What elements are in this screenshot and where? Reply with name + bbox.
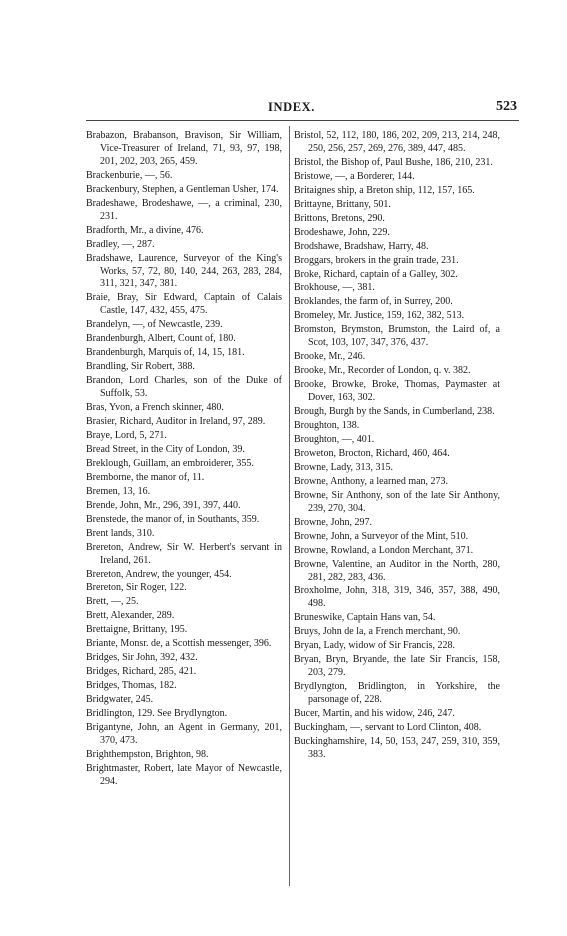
running-title: INDEX. (268, 100, 316, 114)
index-entry: Brent lands, 310. (86, 527, 155, 539)
index-entry: Browne, Sir Anthony, son of the late Sir Anthony, 239, 270, 304. (294, 489, 500, 514)
index-entry: Brigantyne, John, an Agent in Germany, 201, 370, 473. (86, 721, 282, 746)
index-entry: Broke, Richard, captain of a Galley, 302. (294, 268, 458, 280)
index-entry: Bucer, Martin, and his widow, 246, 247. (294, 708, 455, 720)
page-number: 523 (496, 99, 517, 114)
index-entry: Bradforth, Mr., a divine, 476. (86, 224, 204, 236)
index-entry: Brighthempston, Brighton, 98. (86, 748, 209, 760)
index-entry: Brandenburgh, Albert, Count of, 180. (86, 333, 236, 345)
right-column (294, 130, 500, 763)
index-entry: Browne, John, 297. (294, 516, 373, 528)
index-entry: Brough, Burgh by the Sands, in Cumberland, 238. (294, 406, 495, 418)
index-entry: Browne, Anthony, a learned man, 273. (294, 475, 449, 487)
index-entry: Bryan, Lady, widow of Sir Francis, 228. (294, 640, 455, 652)
index-entry: Bread Street, in the City of London, 39. (86, 443, 245, 455)
index-entry: Brandelyn, —, of Newcastle, 239. (86, 319, 223, 331)
index-entry: Bryan, Bryn, Bryande, the late Sir Francis, 158, 203, 279. (294, 654, 500, 679)
index-entry: Broxholme, John, 318, 319, 346, 357, 388, 490, 498. (294, 585, 500, 610)
index-entry: Brodeshawe, John, 229. (294, 226, 390, 238)
index-entry: Britaignes ship, a Breton ship, 112, 157, 165. (294, 184, 475, 196)
index-entry: Brende, John, Mr., 296, 391, 397, 440. (86, 499, 241, 511)
index-entry: Browne, Rowland, a London Merchant, 371. (294, 544, 474, 556)
index-entry: Brooke, Browke, Broke, Thomas, Paymaster at Dover, 163, 302. (294, 379, 500, 404)
index-entry: Brabazon, Brabanson, Bravison, Sir William, Vice-Treasurer of Ireland, 71, 93, 97, 198, 201, 202, 203, 265, 459. (86, 130, 282, 167)
index-entry: Broughton, 138. (294, 420, 360, 432)
index-entry: Brereton, Sir Roger, 122. (86, 582, 187, 594)
index-entry: Brooke, Mr., 246. (294, 351, 366, 363)
index-entry: Brittayne, Brittany, 501. (294, 198, 391, 210)
index-entry: Braye, Lord, 5, 271. (86, 429, 167, 441)
index-entry: Brackenburie, —, 56. (86, 169, 173, 181)
index-entry: Brereton, Andrew, Sir W. Herbert's servant in Ireland, 261. (86, 541, 282, 566)
index-entry: Broklandes, the farm of, in Surrey, 200. (294, 296, 453, 308)
index-entry: Briante, Monsr. de, a Scottish messenger, 396. (86, 638, 272, 650)
index-entry: Bridges, Thomas, 182. (86, 680, 177, 692)
index-entry: Browne, Valentine, an Auditor in the North, 280, 281, 282, 283, 436. (294, 558, 500, 583)
index-entry: Bridges, Richard, 285, 421. (86, 666, 197, 678)
index-entry: Brightmaster, Robert, late Mayor of Newcastle, 294. (86, 762, 282, 787)
index-entry: Bradshawe, Laurence, Surveyor of the King's Works, 57, 72, 80, 140, 244, 263, 283, 284, 311, 321, 347, 381. (86, 252, 282, 290)
index-entry: Bras, Yvon, a French skinner, 480. (86, 402, 224, 414)
index-entry: Brittons, Bretons, 290. (294, 212, 385, 224)
index-entry: Broggars, brokers in the grain trade, 231. (294, 254, 459, 266)
running-head (86, 100, 517, 116)
index-entry: Brooke, Mr., Recorder of London, q. v. 382. (294, 365, 471, 377)
index-entry: Brett, —, 25. (86, 596, 139, 608)
index-entry: Broughton, —, 401. (294, 433, 375, 445)
index-entry: Brodshawe, Bradshaw, Harry, 48. (294, 240, 429, 252)
index-entry: Broweton, Brocton, Richard, 460, 464. (294, 447, 450, 459)
index-entry: Bridlington, 129. See Brydlyngton. (86, 708, 228, 720)
index-entry: Bruys, John de la, a French merchant, 90. (294, 626, 461, 638)
index-entry: Bristowe, —, a Borderer, 144. (294, 170, 415, 182)
header-rule (86, 120, 519, 121)
index-entry: Bristol, 52, 112, 180, 186, 202, 209, 213, 214, 248, 250, 256, 257, 269, 276, 389, 447, 485. (294, 130, 500, 154)
index-entry: Brett, Alexander, 289. (86, 610, 175, 622)
index-entry: Buckingham, —, servant to Lord Clinton, 408. (294, 721, 482, 733)
index-entry: Brandling, Sir Robert, 388. (86, 361, 195, 373)
index-entry: Brenstede, the manor of, in Southants, 359. (86, 513, 260, 525)
index-entry: Bridges, Sir John, 392, 432. (86, 652, 198, 664)
index-entry: Bromeley, Mr. Justice, 159, 162, 382, 513. (294, 310, 465, 322)
index-entry: Brasier, Richard, Auditor in Ireland, 97, 289. (86, 416, 266, 428)
index-entry: Bradley, —, 287. (86, 238, 155, 250)
index-entry: Brydlyngton, Bridlington, in Yorkshire, the parsonage of, 228. (294, 681, 500, 706)
index-entry: Browne, Lady, 313, 315. (294, 461, 394, 473)
index-entry: Braie, Bray, Sir Edward, Captain of Calais Castle, 147, 432, 455, 475. (86, 292, 282, 317)
index-entry: Brereton, Andrew, the younger, 454. (86, 568, 232, 580)
index-entry: Brackenbury, Stephen, a Gentleman Usher, 174. (86, 183, 279, 195)
index-entry: Buckinghamshire, 14, 50, 153, 247, 259, 310, 359, 383. (294, 735, 500, 760)
index-entry: Browne, John, a Surveyor of the Mint, 510. (294, 530, 469, 542)
index-entry: Bremborne, the manor of, 11. (86, 471, 205, 483)
index-entry: Bristol, the Bishop of, Paul Bushe, 186, 210, 231. (294, 156, 493, 168)
index-entry: Breklough, Guillam, an embroiderer, 355. (86, 457, 254, 469)
index-entry: Brettaigne, Brittany, 195. (86, 624, 188, 636)
index-entry: Bromston, Brymston, Brumston, the Laird of, a Scot, 103, 107, 347, 376, 437. (294, 324, 500, 349)
index-entry: Brandenburgh, Marquis of, 14, 15, 181. (86, 347, 245, 359)
index-entry: Brokhouse, —, 381. (294, 282, 375, 294)
index-entry: Bremen, 13, 16. (86, 485, 151, 497)
left-column (86, 130, 282, 790)
index-entry: Bruneswike, Captain Hans van, 54. (294, 612, 436, 624)
column-divider (289, 126, 290, 886)
index-entry: Brandon, Lord Charles, son of the Duke of Suffolk, 53. (86, 375, 282, 400)
index-entry: Bridgwater, 245. (86, 694, 154, 706)
index-entry: Bradeshawe, Brodeshawe, —, a criminal, 230, 231. (86, 197, 282, 222)
